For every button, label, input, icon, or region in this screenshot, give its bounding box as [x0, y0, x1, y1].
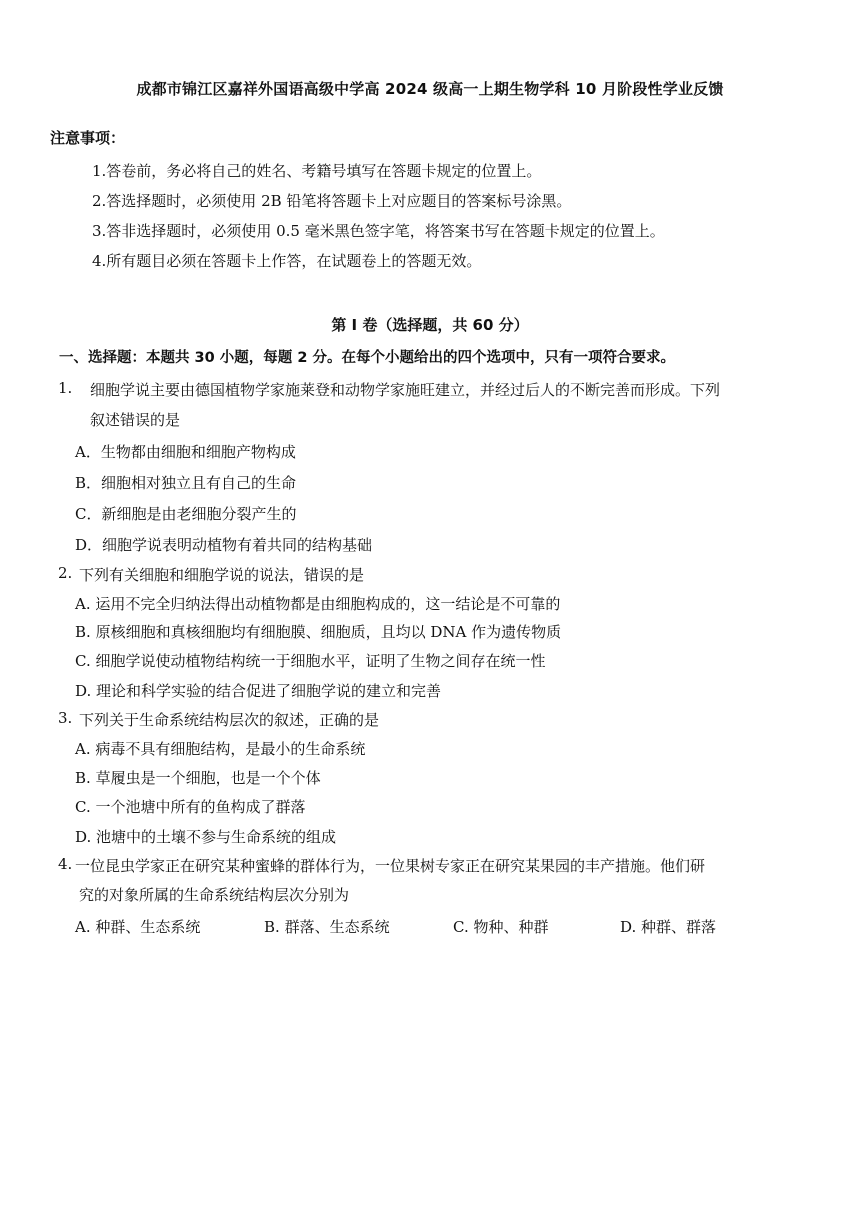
option-d	[75, 826, 336, 847]
option-letter: B．	[75, 474, 102, 492]
option-d	[75, 534, 372, 555]
notice-heading: 注意事项：	[50, 129, 126, 147]
option-text: 细胞相对独立且有自己的生命	[101, 474, 297, 492]
option-letter: B.	[264, 918, 280, 936]
option-letter: D.	[620, 918, 637, 936]
question-stem-continued: 叙述错误的是	[90, 411, 181, 429]
option-letter: A.	[75, 740, 91, 758]
option-text: 物种、种群	[473, 918, 549, 936]
option-text: 一个池塘中所有的鱼构成了群落	[95, 798, 306, 816]
option-letter: C．	[75, 505, 102, 523]
option-letter: C.	[75, 652, 91, 670]
option-text: 细胞学说使动植物结构统一于细胞水平，证明了生物之间存在统一性	[95, 652, 546, 670]
question-number: 4.	[58, 855, 73, 873]
option-letter: D．	[75, 536, 103, 554]
section-title: 第 I 卷（选择题，共 60 分）	[331, 316, 529, 334]
notice-item: 2.答选择题时，必须使用 2B 铅笔将答题卡上对应题目的答案标号涂黑。	[92, 192, 572, 210]
part-instructions: 一、选择题：本题共 30 小题，每题 2 分。在每个小题给出的四个选项中，只有一项符合要求。	[59, 350, 675, 366]
option-letter: C.	[75, 798, 91, 816]
notice-item: 3.答非选择题时，必须使用 0.5 毫米黑色签字笔，将答案书写在答题卡规定的位置上。	[92, 222, 665, 240]
question-number: 3.	[58, 709, 73, 727]
question-stem: 下列关于生命系统结构层次的叙述，正确的是	[79, 711, 380, 729]
exam-title: 成都市锦江区嘉祥外国语高级中学高 2024 级高一上期生物学科 10 月阶段性学业反馈	[136, 80, 724, 98]
option-letter: A.	[75, 595, 91, 613]
question-stem-continued: 究的对象所属的生命系统结构层次分别为	[79, 886, 350, 904]
option-b	[75, 767, 321, 788]
option-text: 生物都由细胞和细胞产物构成	[100, 443, 296, 461]
option-a	[75, 593, 560, 614]
option-text: 池塘中的土壤不参与生命系统的组成	[96, 828, 337, 846]
notice-list	[92, 160, 665, 280]
option-text: 细胞学说表明动植物有着共同的结构基础	[102, 536, 373, 554]
option-letter: A．	[75, 443, 101, 461]
option-text: 病毒不具有细胞结构，是最小的生命系统	[95, 740, 366, 758]
option-c	[75, 503, 297, 524]
notice-item: 1.答卷前，务必将自己的姓名、考籍号填写在答题卡规定的位置上。	[92, 162, 542, 180]
option-text: 种群、生态系统	[95, 918, 201, 936]
notice-item: 4.所有题目必须在答题卡上作答，在试题卷上的答题无效。	[92, 252, 482, 270]
option-b	[75, 621, 561, 642]
option-letter: B.	[75, 623, 91, 641]
option-a	[75, 916, 200, 937]
option-text: 理论和科学实验的结合促进了细胞学说的建立和完善	[96, 682, 442, 700]
option-b	[264, 916, 390, 937]
option-letter: D.	[75, 682, 92, 700]
option-text: 原核细胞和真核细胞均有细胞膜、细胞质，且均以 DNA 作为遗传物质	[95, 623, 562, 641]
option-d	[75, 680, 441, 701]
question-stem: 下列有关细胞和细胞学说的说法，错误的是	[79, 566, 365, 584]
option-c	[75, 796, 306, 817]
question-number: 2.	[58, 564, 73, 582]
option-c	[75, 650, 546, 671]
question-stem: 细胞学说主要由德国植物学家施莱登和动物学家施旺建立，并经过后人的不断完善而形成。下列	[90, 381, 721, 399]
option-letter: A.	[75, 918, 91, 936]
option-a	[75, 738, 365, 759]
option-text: 群落、生态系统	[284, 918, 390, 936]
option-text: 草履虫是一个细胞，也是一个个体	[95, 769, 321, 787]
option-text: 运用不完全归纳法得出动植物都是由细胞构成的，这一结论是不可靠的	[95, 595, 561, 613]
option-b	[75, 472, 296, 493]
option-letter: D.	[75, 828, 92, 846]
option-text: 新细胞是由老细胞分裂产生的	[101, 505, 297, 523]
option-letter: C.	[453, 918, 469, 936]
option-a	[75, 441, 296, 462]
option-d	[620, 916, 716, 937]
question-stem: 一位昆虫学家正在研究某种蜜蜂的群体行为，一位果树专家正在研究某果园的丰产措施。他们研	[75, 857, 706, 875]
option-letter: B.	[75, 769, 91, 787]
option-text: 种群、群落	[641, 918, 717, 936]
question-number: 1.	[58, 379, 73, 397]
option-c	[453, 916, 549, 937]
